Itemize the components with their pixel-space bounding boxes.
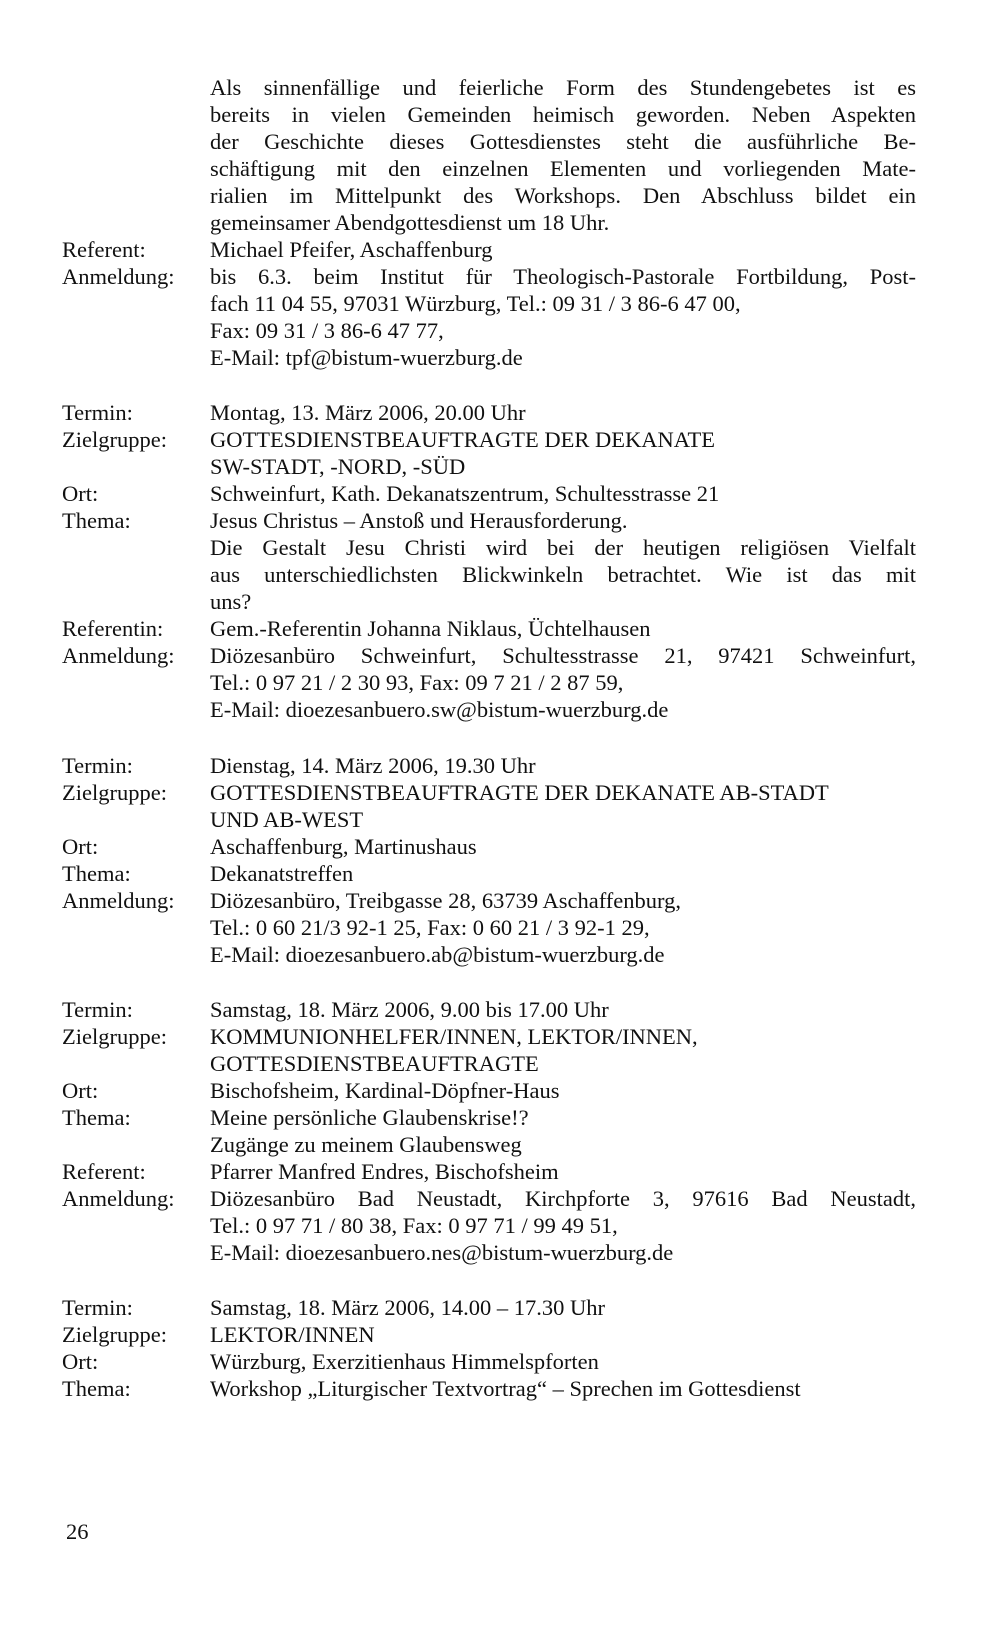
ort-label: Ort: — [62, 481, 99, 506]
anmeldung-line: Tel.: 0 97 71 / 80 38, Fax: 0 97 71 / 99 49 51, — [210, 1213, 618, 1238]
thema-value: Workshop „Liturgischer Textvortrag“ – Sprechen im Gottesdienst — [210, 1376, 801, 1401]
termin-value: Montag, 13. März 2006, 20.00 Uhr — [210, 400, 526, 425]
zielgruppe-value: GOTTESDIENSTBEAUFTRAGTE DER DEKANATE — [210, 427, 715, 452]
termin-label: Termin: — [62, 997, 133, 1022]
termin-label: Termin: — [62, 1295, 133, 1320]
anmeldung-email: E-Mail: tpf@bistum-wuerzburg.de — [210, 345, 523, 370]
termin-value: Samstag, 18. März 2006, 9.00 bis 17.00 Uhr — [210, 997, 609, 1022]
zielgruppe-label: Zielgruppe: — [62, 1322, 167, 1347]
intro-line: gemeinsamer Abendgottesdienst um 18 Uhr. — [210, 210, 610, 235]
anmeldung-line: bis 6.3. beim Institut für Theologisch-Pastorale Fortbildung, Post- — [210, 264, 916, 289]
zielgruppe-value: SW-STADT, -NORD, -SÜD — [210, 454, 466, 479]
anmeldung-label: Anmeldung: — [62, 1186, 175, 1211]
termin-value: Dienstag, 14. März 2006, 19.30 Uhr — [210, 753, 536, 778]
anmeldung-line: Diözesanbüro, Treibgasse 28, 63739 Aschaffenburg, — [210, 888, 681, 913]
ort-value: Schweinfurt, Kath. Dekanatszentrum, Schultesstrasse 21 — [210, 481, 720, 506]
referent-value: Michael Pfeifer, Aschaffenburg — [210, 237, 493, 262]
intro-line: der Geschichte dieses Gottesdienstes steht die ausführliche Be- — [210, 129, 916, 154]
referentin-value: Gem.-Referentin Johanna Niklaus, Üchtelhausen — [210, 616, 651, 641]
zielgruppe-label: Zielgruppe: — [62, 1024, 167, 1049]
anmeldung-label: Anmeldung: — [62, 264, 175, 289]
anmeldung-email: E-Mail: dioezesanbuero.ab@bistum-wuerzburg.de — [210, 942, 665, 967]
zielgruppe-value: GOTTESDIENSTBEAUFTRAGTE — [210, 1051, 539, 1076]
termin-label: Termin: — [62, 400, 133, 425]
ort-label: Ort: — [62, 1078, 99, 1103]
referent-label: Referent: — [62, 1159, 146, 1184]
termin-label: Termin: — [62, 753, 133, 778]
thema-label: Thema: — [62, 1105, 131, 1130]
anmeldung-line: Tel.: 0 97 21 / 2 30 93, Fax: 09 7 21 / 2 87 59, — [210, 670, 624, 695]
anmeldung-line: Tel.: 0 60 21/3 92-1 25, Fax: 0 60 21 / 3 92-1 29, — [210, 915, 650, 940]
thema-line: Die Gestalt Jesu Christi wird bei der heutigen religiösen Vielfalt — [210, 535, 916, 560]
ort-label: Ort: — [62, 1349, 99, 1374]
zielgruppe-value: KOMMUNIONHELFER/INNEN, LEKTOR/INNEN, — [210, 1024, 698, 1049]
thema-line: uns? — [210, 589, 252, 614]
anmeldung-line: fach 11 04 55, 97031 Würzburg, Tel.: 09 31 / 3 86-6 47 00, — [210, 291, 741, 316]
referent-label: Referent: — [62, 237, 146, 262]
zielgruppe-label: Zielgruppe: — [62, 780, 167, 805]
thema-label: Thema: — [62, 508, 131, 533]
anmeldung-line: Diözesanbüro Schweinfurt, Schultesstrasse 21, 97421 Schweinfurt, — [210, 643, 916, 668]
thema-line: aus unterschiedlichsten Blickwinkeln betrachtet. Wie ist das mit — [210, 562, 916, 587]
referentin-label: Referentin: — [62, 616, 164, 641]
thema-label: Thema: — [62, 861, 131, 886]
thema-value: Meine persönliche Glaubenskrise!? — [210, 1105, 529, 1130]
zielgruppe-value: LEKTOR/INNEN — [210, 1322, 375, 1347]
page-number: 26 — [66, 1519, 89, 1544]
ort-value: Aschaffenburg, Martinushaus — [210, 834, 477, 859]
ort-value: Bischofsheim, Kardinal-Döpfner-Haus — [210, 1078, 560, 1103]
zielgruppe-value: UND AB-WEST — [210, 807, 364, 832]
anmeldung-email: E-Mail: dioezesanbuero.sw@bistum-wuerzburg.de — [210, 697, 669, 722]
referent-value: Pfarrer Manfred Endres, Bischofsheim — [210, 1159, 559, 1184]
anmeldung-email: E-Mail: dioezesanbuero.nes@bistum-wuerzburg.de — [210, 1240, 674, 1265]
zielgruppe-value: GOTTESDIENSTBEAUFTRAGTE DER DEKANATE AB-STADT — [210, 780, 829, 805]
anmeldung-line: Diözesanbüro Bad Neustadt, Kirchpforte 3, 97616 Bad Neustadt, — [210, 1186, 916, 1211]
intro-line: schäftigung mit den einzelnen Elementen und vorliegenden Mate- — [210, 156, 916, 181]
thema-value: Dekanatstreffen — [210, 861, 354, 886]
intro-line: rialien im Mittelpunkt des Workshops. Den Abschluss bildet ein — [210, 183, 916, 208]
thema-label: Thema: — [62, 1376, 131, 1401]
anmeldung-label: Anmeldung: — [62, 643, 175, 668]
intro-line: Als sinnenfällige und feierliche Form des Stundengebetes ist es — [210, 75, 916, 100]
anmeldung-label: Anmeldung: — [62, 888, 175, 913]
anmeldung-line: Fax: 09 31 / 3 86-6 47 77, — [210, 318, 444, 343]
thema-value: Jesus Christus – Anstoß und Herausforderung. — [210, 508, 628, 533]
termin-value: Samstag, 18. März 2006, 14.00 – 17.30 Uhr — [210, 1295, 605, 1320]
zielgruppe-label: Zielgruppe: — [62, 427, 167, 452]
ort-value: Würzburg, Exerzitienhaus Himmelspforten — [210, 1349, 599, 1374]
thema-line: Zugänge zu meinem Glaubensweg — [210, 1132, 522, 1157]
intro-line: bereits in vielen Gemeinden heimisch geworden. Neben Aspekten — [210, 102, 916, 127]
ort-label: Ort: — [62, 834, 99, 859]
